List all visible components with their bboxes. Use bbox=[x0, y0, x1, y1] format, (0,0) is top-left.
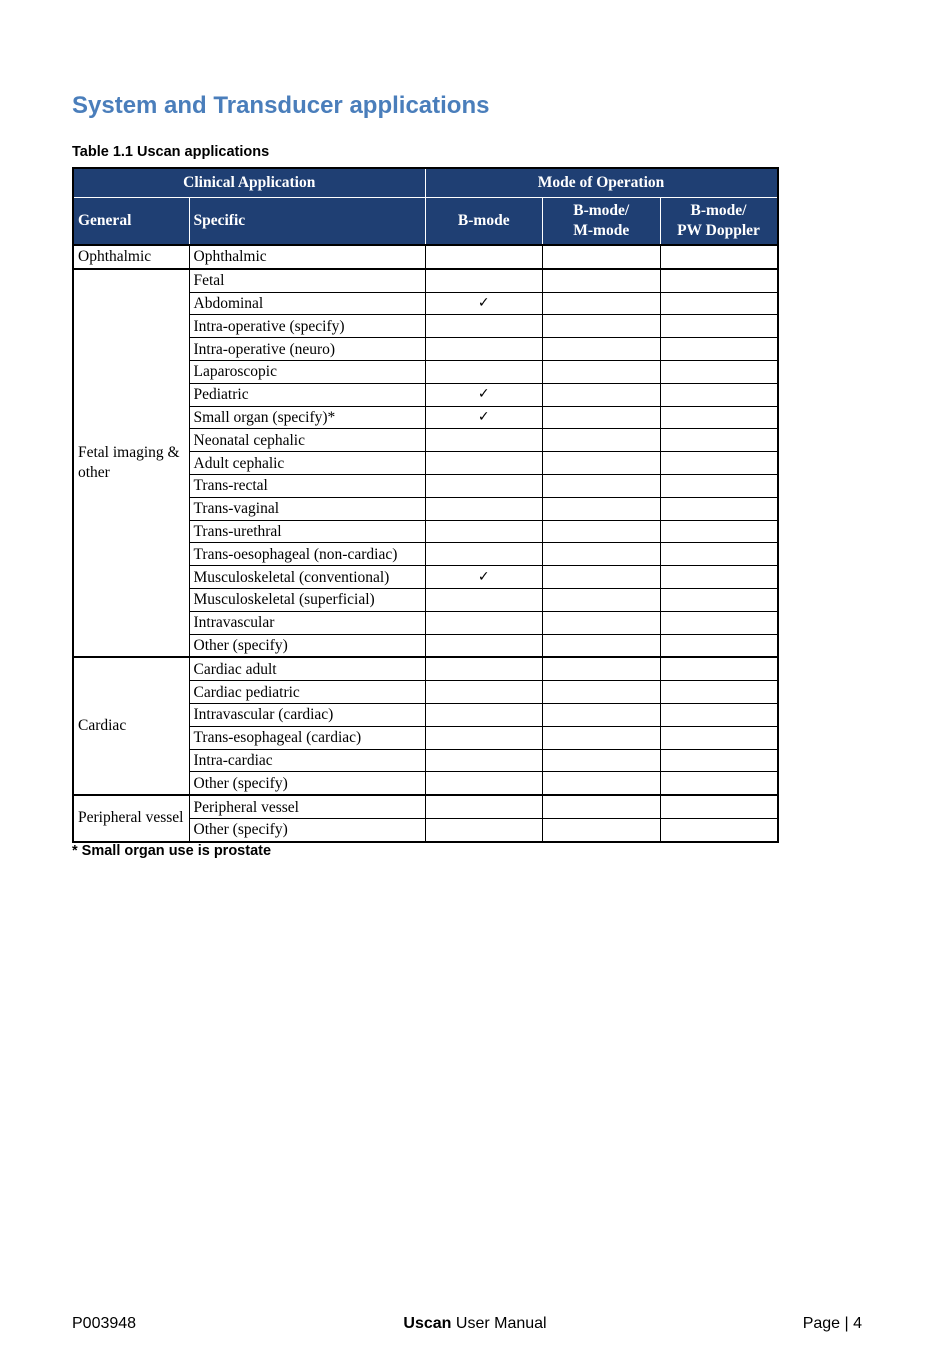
cell-mode-empty bbox=[543, 611, 661, 634]
cell-mode-empty bbox=[543, 406, 661, 429]
cell-mode-empty bbox=[425, 657, 543, 680]
cell-mode-empty bbox=[660, 749, 778, 772]
cell-specific: Musculoskeletal (conventional) bbox=[189, 566, 425, 589]
cell-mode-empty bbox=[660, 634, 778, 657]
cell-mode-empty bbox=[425, 245, 543, 269]
checkmark-icon: ✓ bbox=[425, 292, 543, 315]
cell-mode-empty bbox=[660, 795, 778, 818]
cell-specific: Ophthalmic bbox=[189, 245, 425, 269]
cell-mode-empty bbox=[660, 429, 778, 452]
cell-mode-empty bbox=[543, 383, 661, 406]
cell-general: Fetal imaging & other bbox=[73, 269, 189, 658]
cell-mode-empty bbox=[543, 497, 661, 520]
cell-mode-empty bbox=[543, 429, 661, 452]
footer-page-number: Page | 4 bbox=[802, 1315, 862, 1332]
cell-mode-empty bbox=[425, 452, 543, 475]
header-b-pw-doppler-line2: PW Doppler bbox=[677, 222, 760, 239]
cell-specific: Abdominal bbox=[189, 292, 425, 315]
table-footnote: * Small organ use is prostate bbox=[72, 843, 272, 859]
cell-mode-empty bbox=[543, 818, 661, 841]
cell-mode-empty bbox=[425, 634, 543, 657]
cell-mode-empty bbox=[543, 657, 661, 680]
cell-mode-empty bbox=[660, 245, 778, 269]
header-clinical-application: Clinical Application bbox=[73, 168, 425, 198]
table-row bbox=[73, 795, 778, 818]
cell-mode-empty bbox=[660, 543, 778, 566]
cell-mode-empty bbox=[543, 292, 661, 315]
cell-mode-empty bbox=[543, 588, 661, 611]
table-row bbox=[73, 269, 778, 292]
cell-specific: Small organ (specify)* bbox=[189, 406, 425, 429]
cell-specific: Intravascular (cardiac) bbox=[189, 703, 425, 726]
cell-mode-empty bbox=[543, 726, 661, 749]
cell-mode-empty bbox=[425, 360, 543, 383]
cell-mode-empty bbox=[425, 474, 543, 497]
cell-specific: Intra-operative (specify) bbox=[189, 315, 425, 338]
cell-mode-empty bbox=[425, 681, 543, 704]
cell-mode-empty bbox=[660, 406, 778, 429]
cell-specific: Other (specify) bbox=[189, 772, 425, 795]
cell-mode-empty bbox=[425, 497, 543, 520]
cell-mode-empty bbox=[543, 520, 661, 543]
cell-specific: Trans-oesophageal (non-cardiac) bbox=[189, 543, 425, 566]
cell-specific: Intra-operative (neuro) bbox=[189, 338, 425, 361]
cell-specific: Neonatal cephalic bbox=[189, 429, 425, 452]
header-b-m-mode bbox=[543, 198, 661, 246]
cell-specific: Trans-rectal bbox=[189, 474, 425, 497]
cell-specific: Musculoskeletal (superficial) bbox=[189, 588, 425, 611]
cell-general: Peripheral vessel bbox=[73, 795, 189, 842]
cell-mode-empty bbox=[660, 292, 778, 315]
applications-table bbox=[72, 167, 779, 843]
cell-mode-empty bbox=[543, 338, 661, 361]
cell-mode-empty bbox=[543, 703, 661, 726]
cell-specific: Adult cephalic bbox=[189, 452, 425, 475]
cell-mode-empty bbox=[425, 520, 543, 543]
footer-manual: User Manual bbox=[451, 1315, 547, 1332]
cell-mode-empty bbox=[425, 611, 543, 634]
table-row bbox=[73, 245, 778, 269]
cell-specific: Pediatric bbox=[189, 383, 425, 406]
cell-mode-empty bbox=[543, 566, 661, 589]
cell-mode-empty bbox=[543, 681, 661, 704]
cell-mode-empty bbox=[660, 726, 778, 749]
cell-specific: Cardiac pediatric bbox=[189, 681, 425, 704]
cell-specific: Other (specify) bbox=[189, 818, 425, 841]
cell-mode-empty bbox=[660, 383, 778, 406]
cell-specific: Fetal bbox=[189, 269, 425, 292]
cell-specific: Trans-vaginal bbox=[189, 497, 425, 520]
cell-mode-empty bbox=[543, 315, 661, 338]
page-heading: System and Transducer applications bbox=[72, 92, 490, 119]
footer-product: Uscan bbox=[403, 1315, 452, 1332]
cell-mode-empty bbox=[425, 543, 543, 566]
cell-mode-empty bbox=[543, 360, 661, 383]
header-b-pw-doppler bbox=[660, 198, 778, 246]
checkmark-icon: ✓ bbox=[425, 566, 543, 589]
cell-mode-empty bbox=[660, 474, 778, 497]
cell-specific: Intravascular bbox=[189, 611, 425, 634]
cell-mode-empty bbox=[543, 772, 661, 795]
table-caption: Table 1.1 Uscan applications bbox=[72, 144, 270, 160]
cell-mode-empty bbox=[425, 588, 543, 611]
cell-mode-empty bbox=[660, 772, 778, 795]
cell-specific: Laparoscopic bbox=[189, 360, 425, 383]
checkmark-icon: ✓ bbox=[425, 383, 543, 406]
checkmark-icon: ✓ bbox=[425, 406, 543, 429]
header-b-m-mode-line1: B-mode/ bbox=[573, 202, 630, 219]
header-b-m-mode-line2: M-mode bbox=[573, 222, 630, 239]
cell-mode-empty bbox=[660, 818, 778, 841]
cell-mode-empty bbox=[543, 269, 661, 292]
header-mode-of-operation: Mode of Operation bbox=[425, 168, 778, 198]
cell-specific: Other (specify) bbox=[189, 634, 425, 657]
cell-mode-empty bbox=[660, 360, 778, 383]
cell-mode-empty bbox=[425, 749, 543, 772]
cell-mode-empty bbox=[543, 795, 661, 818]
header-b-mode: B-mode bbox=[425, 198, 543, 246]
cell-mode-empty bbox=[660, 269, 778, 292]
cell-mode-empty bbox=[543, 474, 661, 497]
header-b-pw-doppler-line1: B-mode/ bbox=[690, 202, 747, 219]
cell-general: Cardiac bbox=[73, 657, 189, 795]
cell-specific: Cardiac adult bbox=[189, 657, 425, 680]
cell-mode-empty bbox=[660, 611, 778, 634]
footer-doc-number: P003948 bbox=[72, 1315, 137, 1332]
cell-mode-empty bbox=[543, 543, 661, 566]
cell-mode-empty bbox=[425, 338, 543, 361]
cell-mode-empty bbox=[543, 452, 661, 475]
cell-mode-empty bbox=[660, 315, 778, 338]
cell-mode-empty bbox=[425, 772, 543, 795]
cell-general: Ophthalmic bbox=[73, 245, 189, 269]
cell-specific: Intra-cardiac bbox=[189, 749, 425, 772]
cell-mode-empty bbox=[425, 818, 543, 841]
cell-mode-empty bbox=[543, 749, 661, 772]
cell-mode-empty bbox=[425, 703, 543, 726]
table-body bbox=[73, 245, 778, 842]
cell-mode-empty bbox=[425, 315, 543, 338]
cell-mode-empty bbox=[425, 795, 543, 818]
cell-mode-empty bbox=[660, 681, 778, 704]
cell-mode-empty bbox=[660, 566, 778, 589]
table-row bbox=[73, 657, 778, 680]
table-header-row-sub bbox=[73, 198, 778, 246]
cell-mode-empty bbox=[543, 245, 661, 269]
cell-mode-empty bbox=[425, 429, 543, 452]
cell-specific: Peripheral vessel bbox=[189, 795, 425, 818]
cell-mode-empty bbox=[660, 657, 778, 680]
cell-mode-empty bbox=[660, 338, 778, 361]
cell-mode-empty bbox=[660, 703, 778, 726]
cell-specific: Trans-urethral bbox=[189, 520, 425, 543]
header-general: General bbox=[73, 198, 189, 246]
cell-mode-empty bbox=[660, 497, 778, 520]
header-specific: Specific bbox=[189, 198, 425, 246]
cell-mode-empty bbox=[425, 726, 543, 749]
cell-mode-empty bbox=[660, 520, 778, 543]
cell-mode-empty bbox=[660, 588, 778, 611]
cell-mode-empty bbox=[425, 269, 543, 292]
table-header-row-top bbox=[73, 168, 778, 198]
cell-mode-empty bbox=[543, 634, 661, 657]
cell-specific: Trans-esophageal (cardiac) bbox=[189, 726, 425, 749]
cell-mode-empty bbox=[660, 452, 778, 475]
